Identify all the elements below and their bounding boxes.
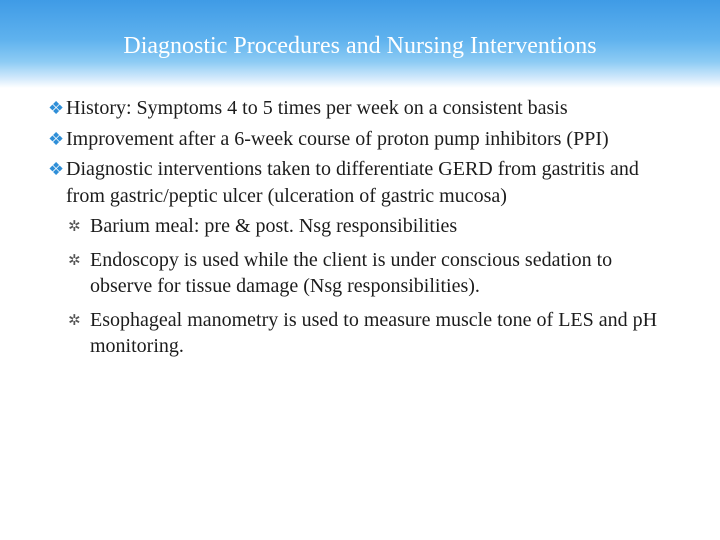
bullet-text: History: Symptoms 4 to 5 times per week on a consistent basis bbox=[66, 97, 568, 119]
slide-title: Diagnostic Procedures and Nursing Interventions bbox=[123, 33, 597, 59]
subbullet-barium-meal bbox=[48, 213, 678, 240]
subbullet-text: Esophageal manometry is used to measure muscle tone of LES and pH monitoring. bbox=[90, 308, 658, 357]
subbullet-text: Endoscopy is used while the client is under conscious sedation to observe for tissue damage (Nsg responsibilities). bbox=[90, 248, 613, 297]
bullet-text: Improvement after a 6-week course of proton pump inhibitors (PPI) bbox=[66, 127, 609, 150]
subbullet-esophageal-manometry bbox=[48, 307, 678, 360]
subbullet-endoscopy bbox=[48, 247, 678, 300]
asterisk-bullet-icon: ✲ bbox=[68, 217, 81, 235]
slide-content bbox=[48, 95, 678, 367]
subbullet-text: Barium meal: pre & post. Nsg responsibilities bbox=[90, 215, 458, 237]
diamond-bullet-icon: ❖ bbox=[48, 98, 65, 118]
bullet-diagnostic-interventions bbox=[48, 156, 678, 209]
bullet-history bbox=[48, 95, 678, 122]
asterisk-bullet-icon: ✲ bbox=[68, 250, 81, 269]
diamond-bullet-icon: ❖ bbox=[48, 128, 65, 149]
diamond-bullet-icon: ❖ bbox=[48, 159, 65, 179]
bullet-improvement bbox=[48, 126, 678, 153]
asterisk-bullet-icon: ✲ bbox=[68, 310, 81, 329]
bullet-text: Diagnostic interventions taken to differentiate GERD from gastritis and from gastric/peptic ulcer (ulceration of gastric mucosa) bbox=[66, 158, 639, 207]
